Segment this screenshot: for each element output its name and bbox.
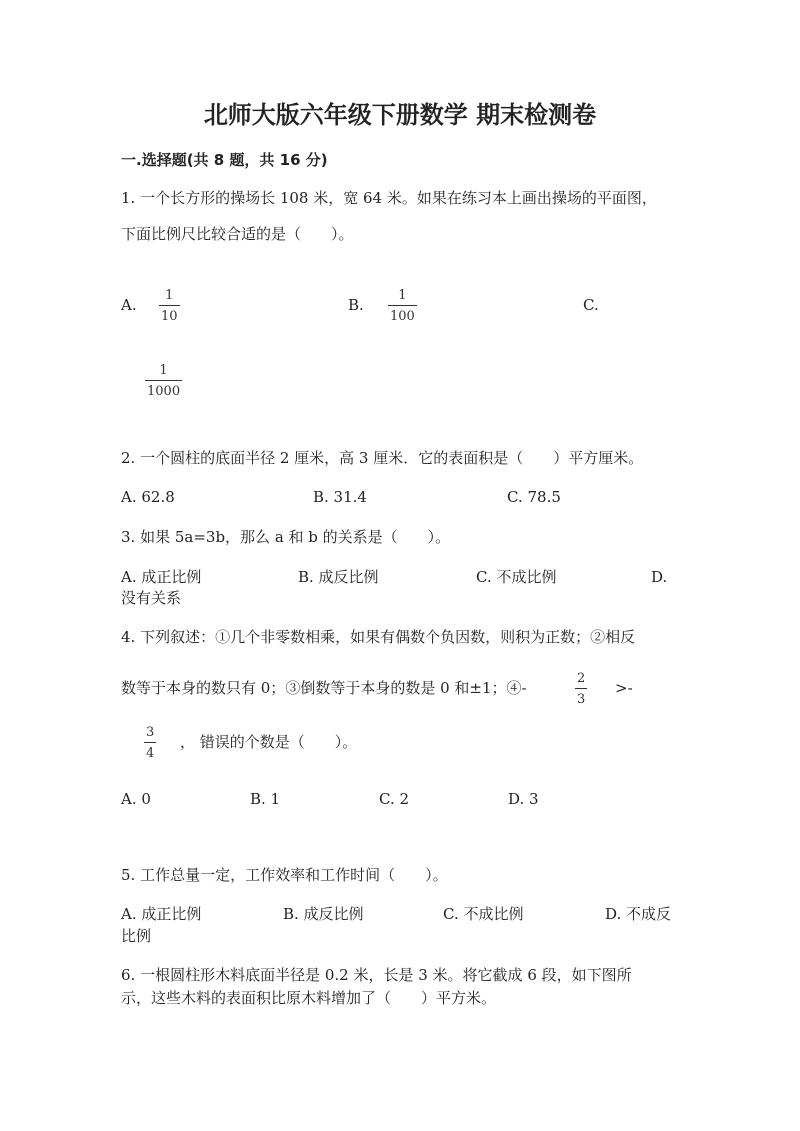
q1-option-c-label: C. (583, 296, 599, 314)
q5-option-b: B. 成反比例 (283, 905, 364, 923)
q4-text-line1: 4. 下列叙述：①几个非零数相乘，如果有偶数个负因数，则积为正数；②相反 (121, 628, 636, 646)
q3-option-b: B. 成反比例 (298, 568, 379, 586)
q4-option-b: B. 1 (250, 790, 281, 808)
q3-option-c: C. 不成比例 (476, 568, 557, 586)
q4-fraction-three-quarters (144, 725, 156, 761)
fraction-bar (145, 380, 182, 381)
fraction-numerator: 2 (577, 671, 586, 686)
q5-option-a: A. 成正比例 (121, 905, 202, 923)
q1-option-b-fraction (388, 288, 417, 324)
q5-option-d: D. 不成反 (605, 905, 672, 923)
section-heading: 一.选择题(共 8 题，共 16 分) (121, 151, 328, 169)
q6-text-line2: 示，这些木料的表面积比原木料增加了（ ）平方米。 (121, 989, 497, 1007)
q2-text: 2. 一个圆柱的底面半径 2 厘米，高 3 厘米．它的表面积是（ ）平方厘米。 (121, 449, 644, 467)
q1-option-a-fraction (159, 288, 180, 324)
fraction-bar (159, 305, 180, 306)
fraction-numerator: 1 (398, 288, 407, 303)
fraction-denominator: 1000 (147, 384, 181, 399)
q6-text-line1: 6. 一根圆柱形木料底面半径是 0.2 米，长是 3 米。将它截成 6 段，如下图所 (121, 966, 632, 984)
q4-option-d: D. 3 (508, 790, 539, 808)
q1-text-line2: 下面比例尺比较合适的是（ ）。 (121, 225, 354, 243)
q5-text: 5. 工作总量一定，工作效率和工作时间（ ）。 (121, 866, 448, 884)
q2-option-b: B. 31.4 (313, 488, 367, 506)
q5-option-c: C. 不成比例 (443, 905, 524, 923)
q4-text-line3: ， 错误的个数是（ ）。 (180, 733, 358, 751)
q1-option-b-label: B. (348, 296, 364, 314)
fraction-denominator: 100 (390, 309, 415, 324)
q5-option-d-text: 比例 (121, 927, 152, 945)
q3-option-d: D. (651, 568, 668, 586)
q2-option-c: C. 78.5 (507, 488, 561, 506)
fraction-denominator: 4 (146, 746, 155, 761)
q4-option-a: A. 0 (121, 790, 151, 808)
q3-option-a: A. 成正比例 (121, 568, 202, 586)
q3-option-d-text: 没有关系 (121, 589, 182, 607)
q4-text-line2: 数等于本身的数只有 0；③倒数等于本身的数是 0 和±1；④- (121, 679, 527, 697)
fraction-numerator: 1 (165, 288, 174, 303)
fraction-bar (575, 688, 587, 689)
page-title: 北师大版六年级下册数学 期末检测卷 (203, 101, 597, 129)
q4-greater-than: >- (615, 679, 633, 697)
q2-option-a: A. 62.8 (121, 488, 175, 506)
fraction-numerator: 3 (146, 725, 155, 740)
fraction-denominator: 3 (577, 692, 586, 707)
fraction-bar (388, 305, 417, 306)
q4-option-c: C. 2 (379, 790, 410, 808)
fraction-bar (144, 742, 156, 743)
fraction-numerator: 1 (159, 363, 168, 378)
fraction-denominator: 10 (161, 309, 178, 324)
q1-option-c-fraction (145, 363, 182, 399)
q4-fraction-two-thirds (575, 671, 587, 707)
q3-text: 3. 如果 5a=3b，那么 a 和 b 的关系是（ ）。 (121, 528, 451, 546)
q1-text-line1: 1. 一个长方形的操场长 108 米，宽 64 米。如果在练习本上画出操场的平面图， (121, 189, 657, 207)
q1-option-a-label: A. (121, 296, 137, 314)
